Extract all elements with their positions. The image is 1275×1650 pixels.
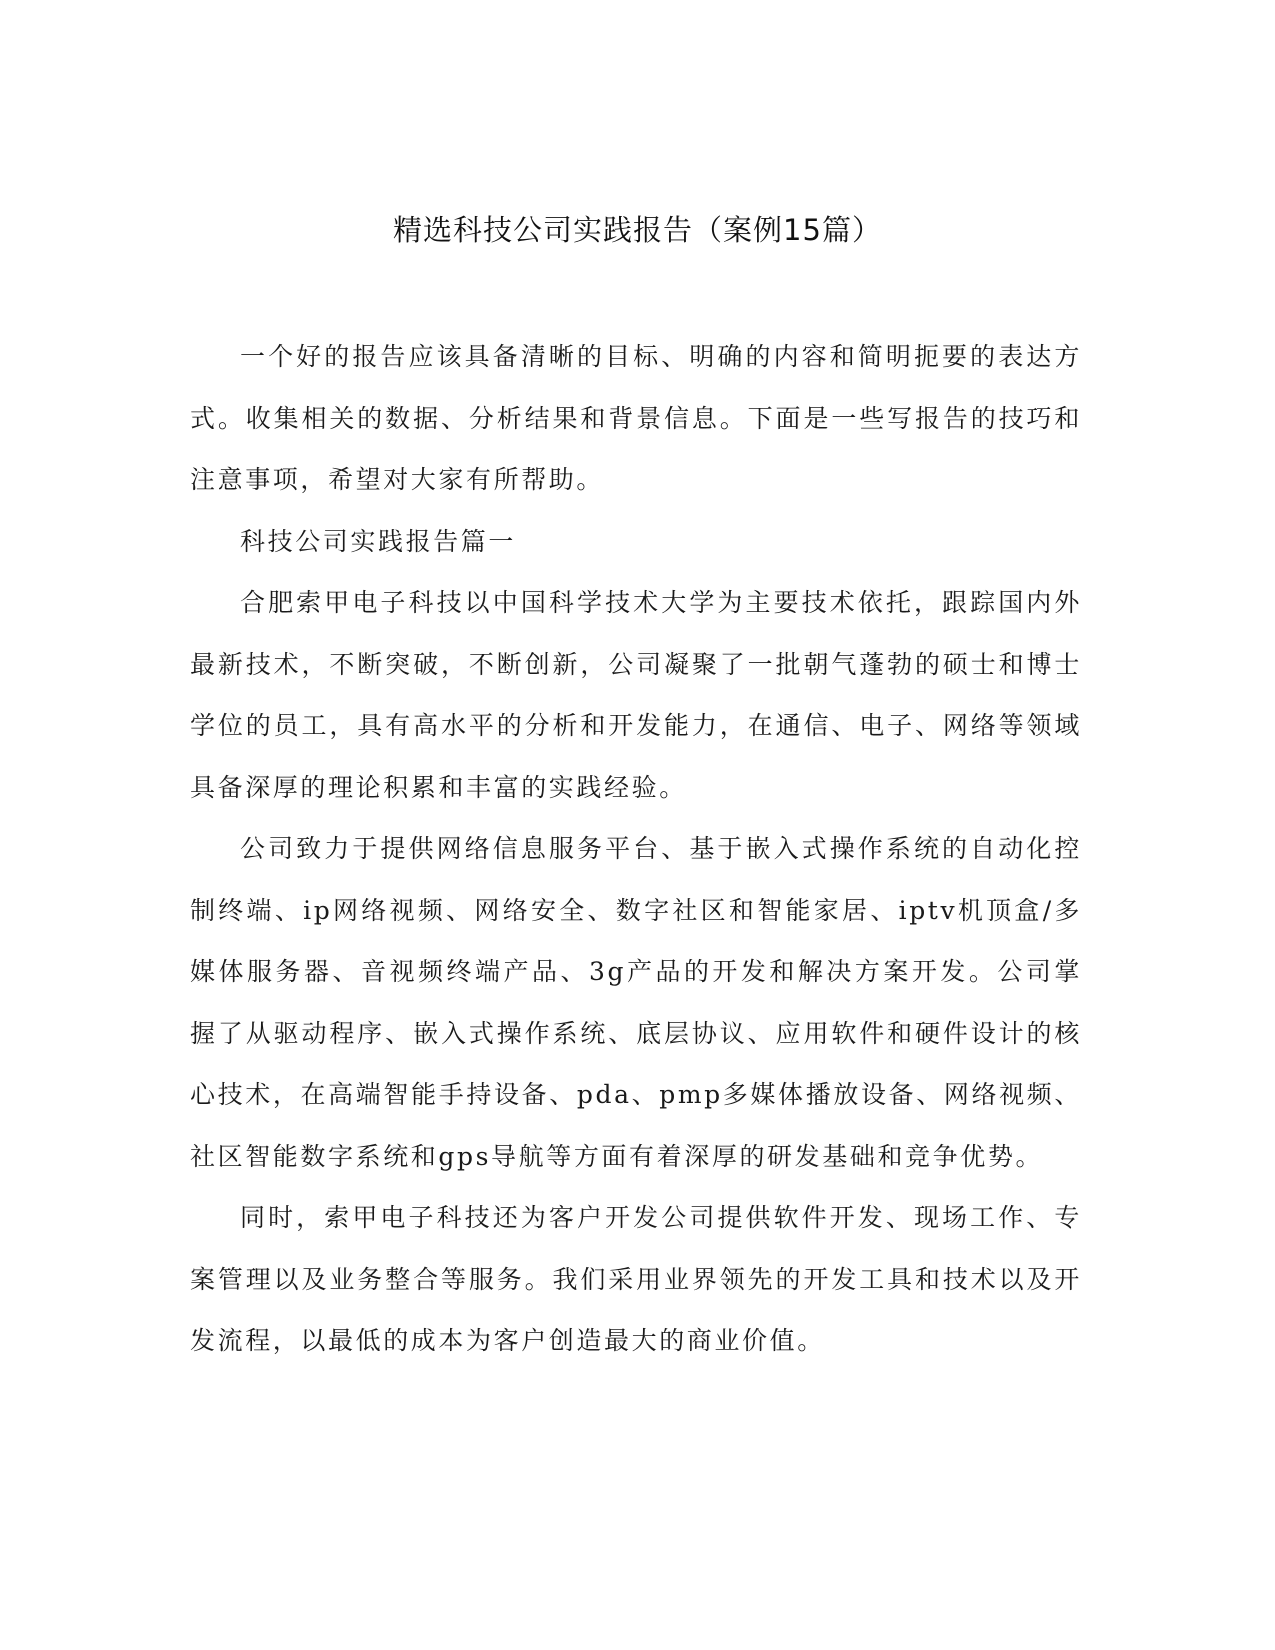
intro-paragraph: 一个好的报告应该具备清晰的目标、明确的内容和简明扼要的表达方式。收集相关的数据、分析结果和背景信息。下面是一些写报告的技巧和注意事项，希望对大家有所帮助。 — [190, 342, 1082, 494]
client-services-paragraph: 同时，索甲电子科技还为客户开发公司提供软件开发、现场工作、专案管理以及业务整合等服务。我们采用业界领先的开发工具和技术以及开发流程，以最低的成本为客户创造最大的商业价值。 — [190, 1203, 1082, 1355]
document-title: 精选科技公司实践报告（案例15篇） — [393, 213, 882, 247]
section-heading: 科技公司实践报告篇一 — [240, 526, 517, 556]
document-body — [190, 326, 1082, 1372]
company-services-paragraph: 公司致力于提供网络信息服务平台、基于嵌入式操作系统的自动化控制终端、ip网络视频、网络安全、数字社区和智能家居、iptv机顶盒/多媒体服务器、音视频终端产品、3g产品的开发和解决方案开发。公司掌握了从驱动程序、嵌入式操作系统、底层协议、应用软件和硬件设计的核心技术，在高端智能手持设备、pda、pmp多媒体播放设备、网络视频、社区智能数字系统和gps导航等方面有着深厚的研发基础和竞争优势。 — [190, 834, 1082, 1171]
company-intro-paragraph: 合肥索甲电子科技以中国科学技术大学为主要技术依托，跟踪国内外最新技术，不断突破，不断创新，公司凝聚了一批朝气蓬勃的硕士和博士学位的员工，具有高水平的分析和开发能力，在通信、电子、网络等领域具备深厚的理论积累和丰富的实践经验。 — [190, 588, 1082, 802]
